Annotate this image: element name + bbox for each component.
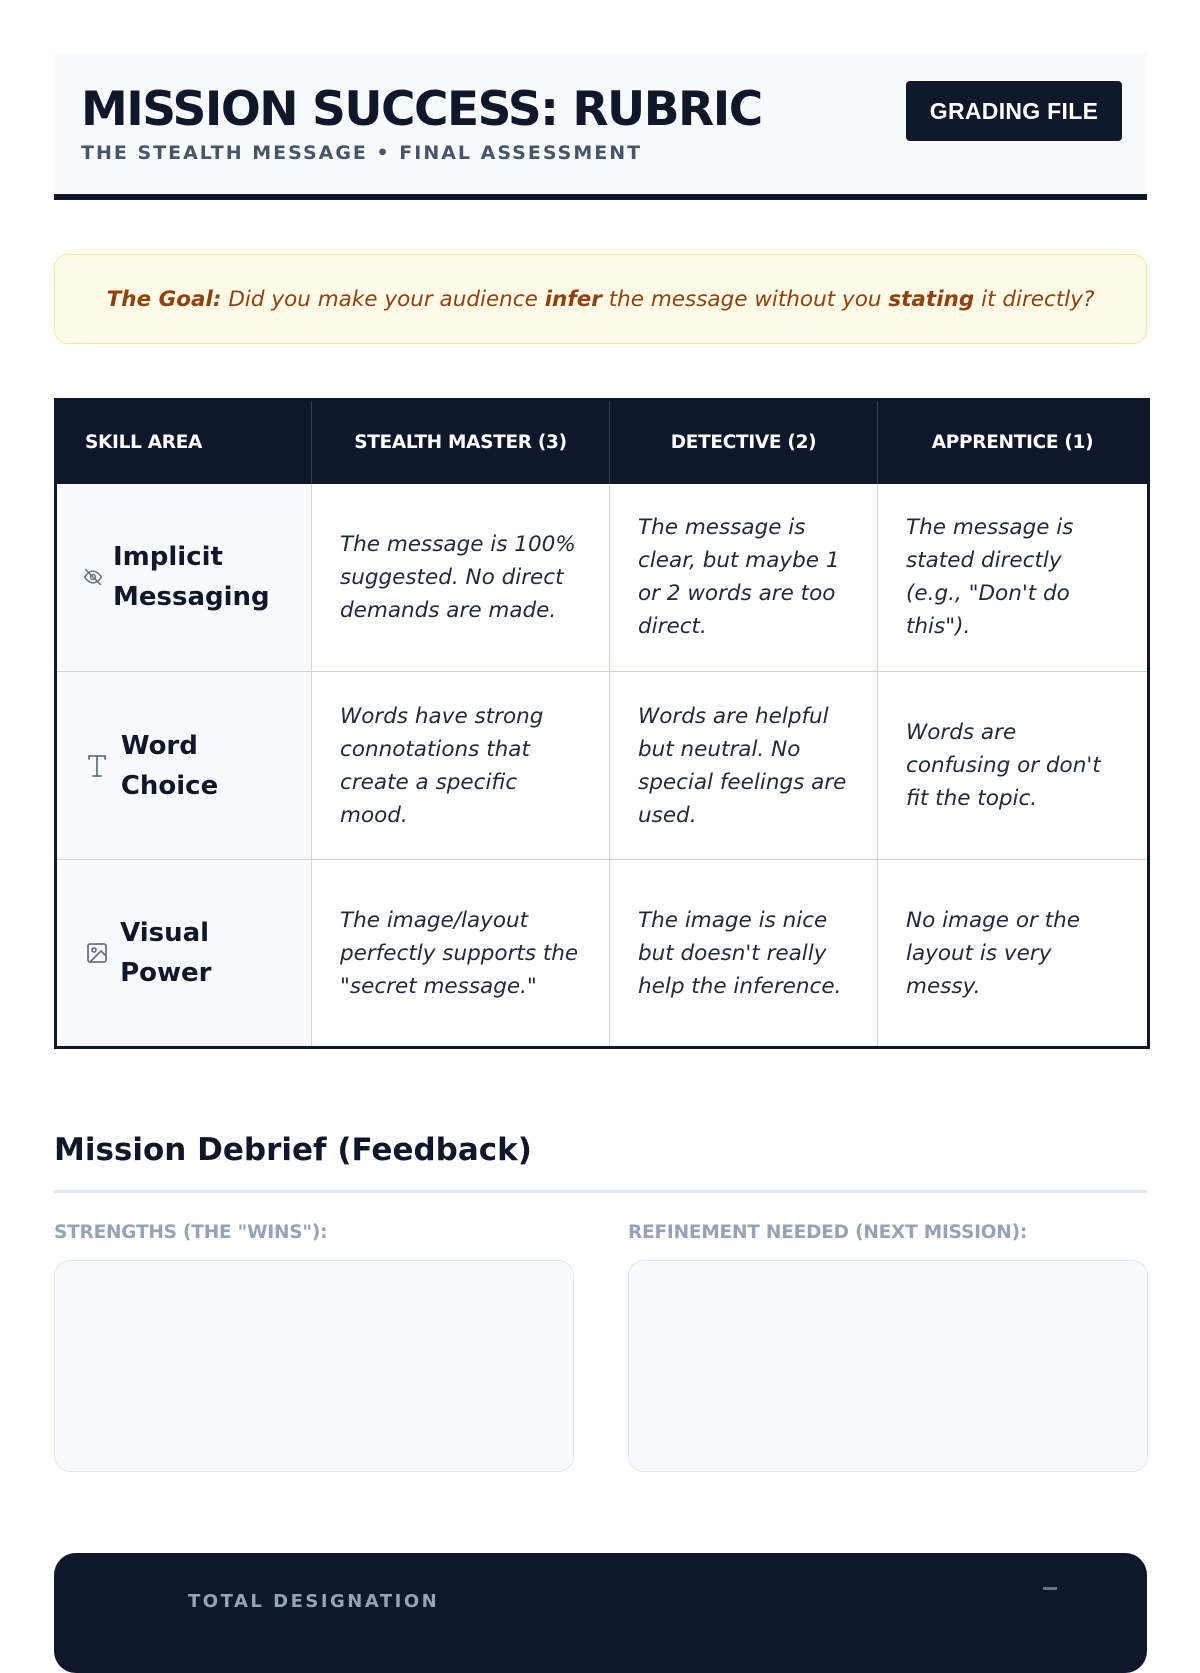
rubric-header <box>54 54 1147 200</box>
grading-file-button[interactable]: GRADING FILE <box>906 81 1122 141</box>
goal-lead: The Goal: <box>106 286 222 312</box>
skill-cell <box>56 484 312 672</box>
column-header-skill-area: SKILL AREA <box>56 400 312 484</box>
rubric-cell-stealth-master: The message is 100% suggested. No direct demands are made. <box>312 484 610 672</box>
refinement-textarea[interactable] <box>628 1260 1148 1472</box>
skill-cell <box>56 672 312 860</box>
type-icon <box>83 753 111 779</box>
rubric-cell-apprentice: No image or the layout is very messy. <box>906 907 1080 999</box>
goal-emphasis-stating: stating <box>888 286 975 312</box>
goal-text-1: Did you make your audience <box>221 286 545 312</box>
skill-cell <box>56 860 312 1048</box>
page-title: MISSION SUCCESS: RUBRIC <box>81 82 762 137</box>
skill-name: Word Choice <box>120 730 219 801</box>
rubric-table <box>54 398 1150 1049</box>
page-subtitle: THE STEALTH MESSAGE • FINAL ASSESSMENT <box>81 142 643 164</box>
skill-name: Implicit Messaging <box>113 542 270 613</box>
rubric-cell-detective: Words are helpful but neutral. No special feelings are used. <box>610 672 878 860</box>
table-row <box>56 860 1149 1048</box>
column-header-apprentice: APPRENTICE (1) <box>878 400 1149 484</box>
rubric-cell-detective: The image is nice but doesn't really help the inference. <box>610 860 878 1048</box>
column-header-stealth-master: STEALTH MASTER (3) <box>312 400 610 484</box>
rubric-cell-apprentice: Words are confusing or don't fit the topic. <box>878 672 1149 860</box>
score-placeholder-mark <box>1043 1587 1057 1590</box>
total-designation-bar <box>54 1553 1147 1673</box>
table-row <box>56 484 1149 672</box>
refinement-label: REFINEMENT NEEDED (NEXT MISSION): <box>628 1222 1028 1243</box>
goal-text-3: it directly? <box>974 286 1095 312</box>
rubric-cell-apprentice: The message is stated directly (e.g., "Don't do this"). <box>878 484 1149 672</box>
rubric-cell-stealth-master: Words have strong connotations that create a specific mood. <box>312 672 610 860</box>
table-row <box>56 672 1149 860</box>
rubric-cell-stealth-master: The image/layout perfectly supports the "secret message." <box>312 860 610 1048</box>
debrief-title: Mission Debrief (Feedback) <box>54 1132 532 1168</box>
eye-off-icon <box>83 567 103 587</box>
rubric-cell-detective: The message is clear, but maybe 1 or 2 words are too direct. <box>610 484 878 672</box>
column-header-detective: DETECTIVE (2) <box>610 400 878 484</box>
image-icon <box>83 941 110 965</box>
goal-emphasis-infer: infer <box>544 286 602 312</box>
goal-text-2: the message without you <box>601 286 889 312</box>
debrief-divider <box>54 1190 1147 1193</box>
rubric-header-row <box>56 400 1149 484</box>
skill-name: Visual Power <box>120 918 212 988</box>
goal-banner <box>54 254 1147 344</box>
total-designation-label: TOTAL DESIGNATION <box>188 1591 440 1612</box>
strengths-textarea[interactable] <box>54 1260 574 1472</box>
strengths-label: STRENGTHS (THE "WINS"): <box>54 1222 328 1243</box>
